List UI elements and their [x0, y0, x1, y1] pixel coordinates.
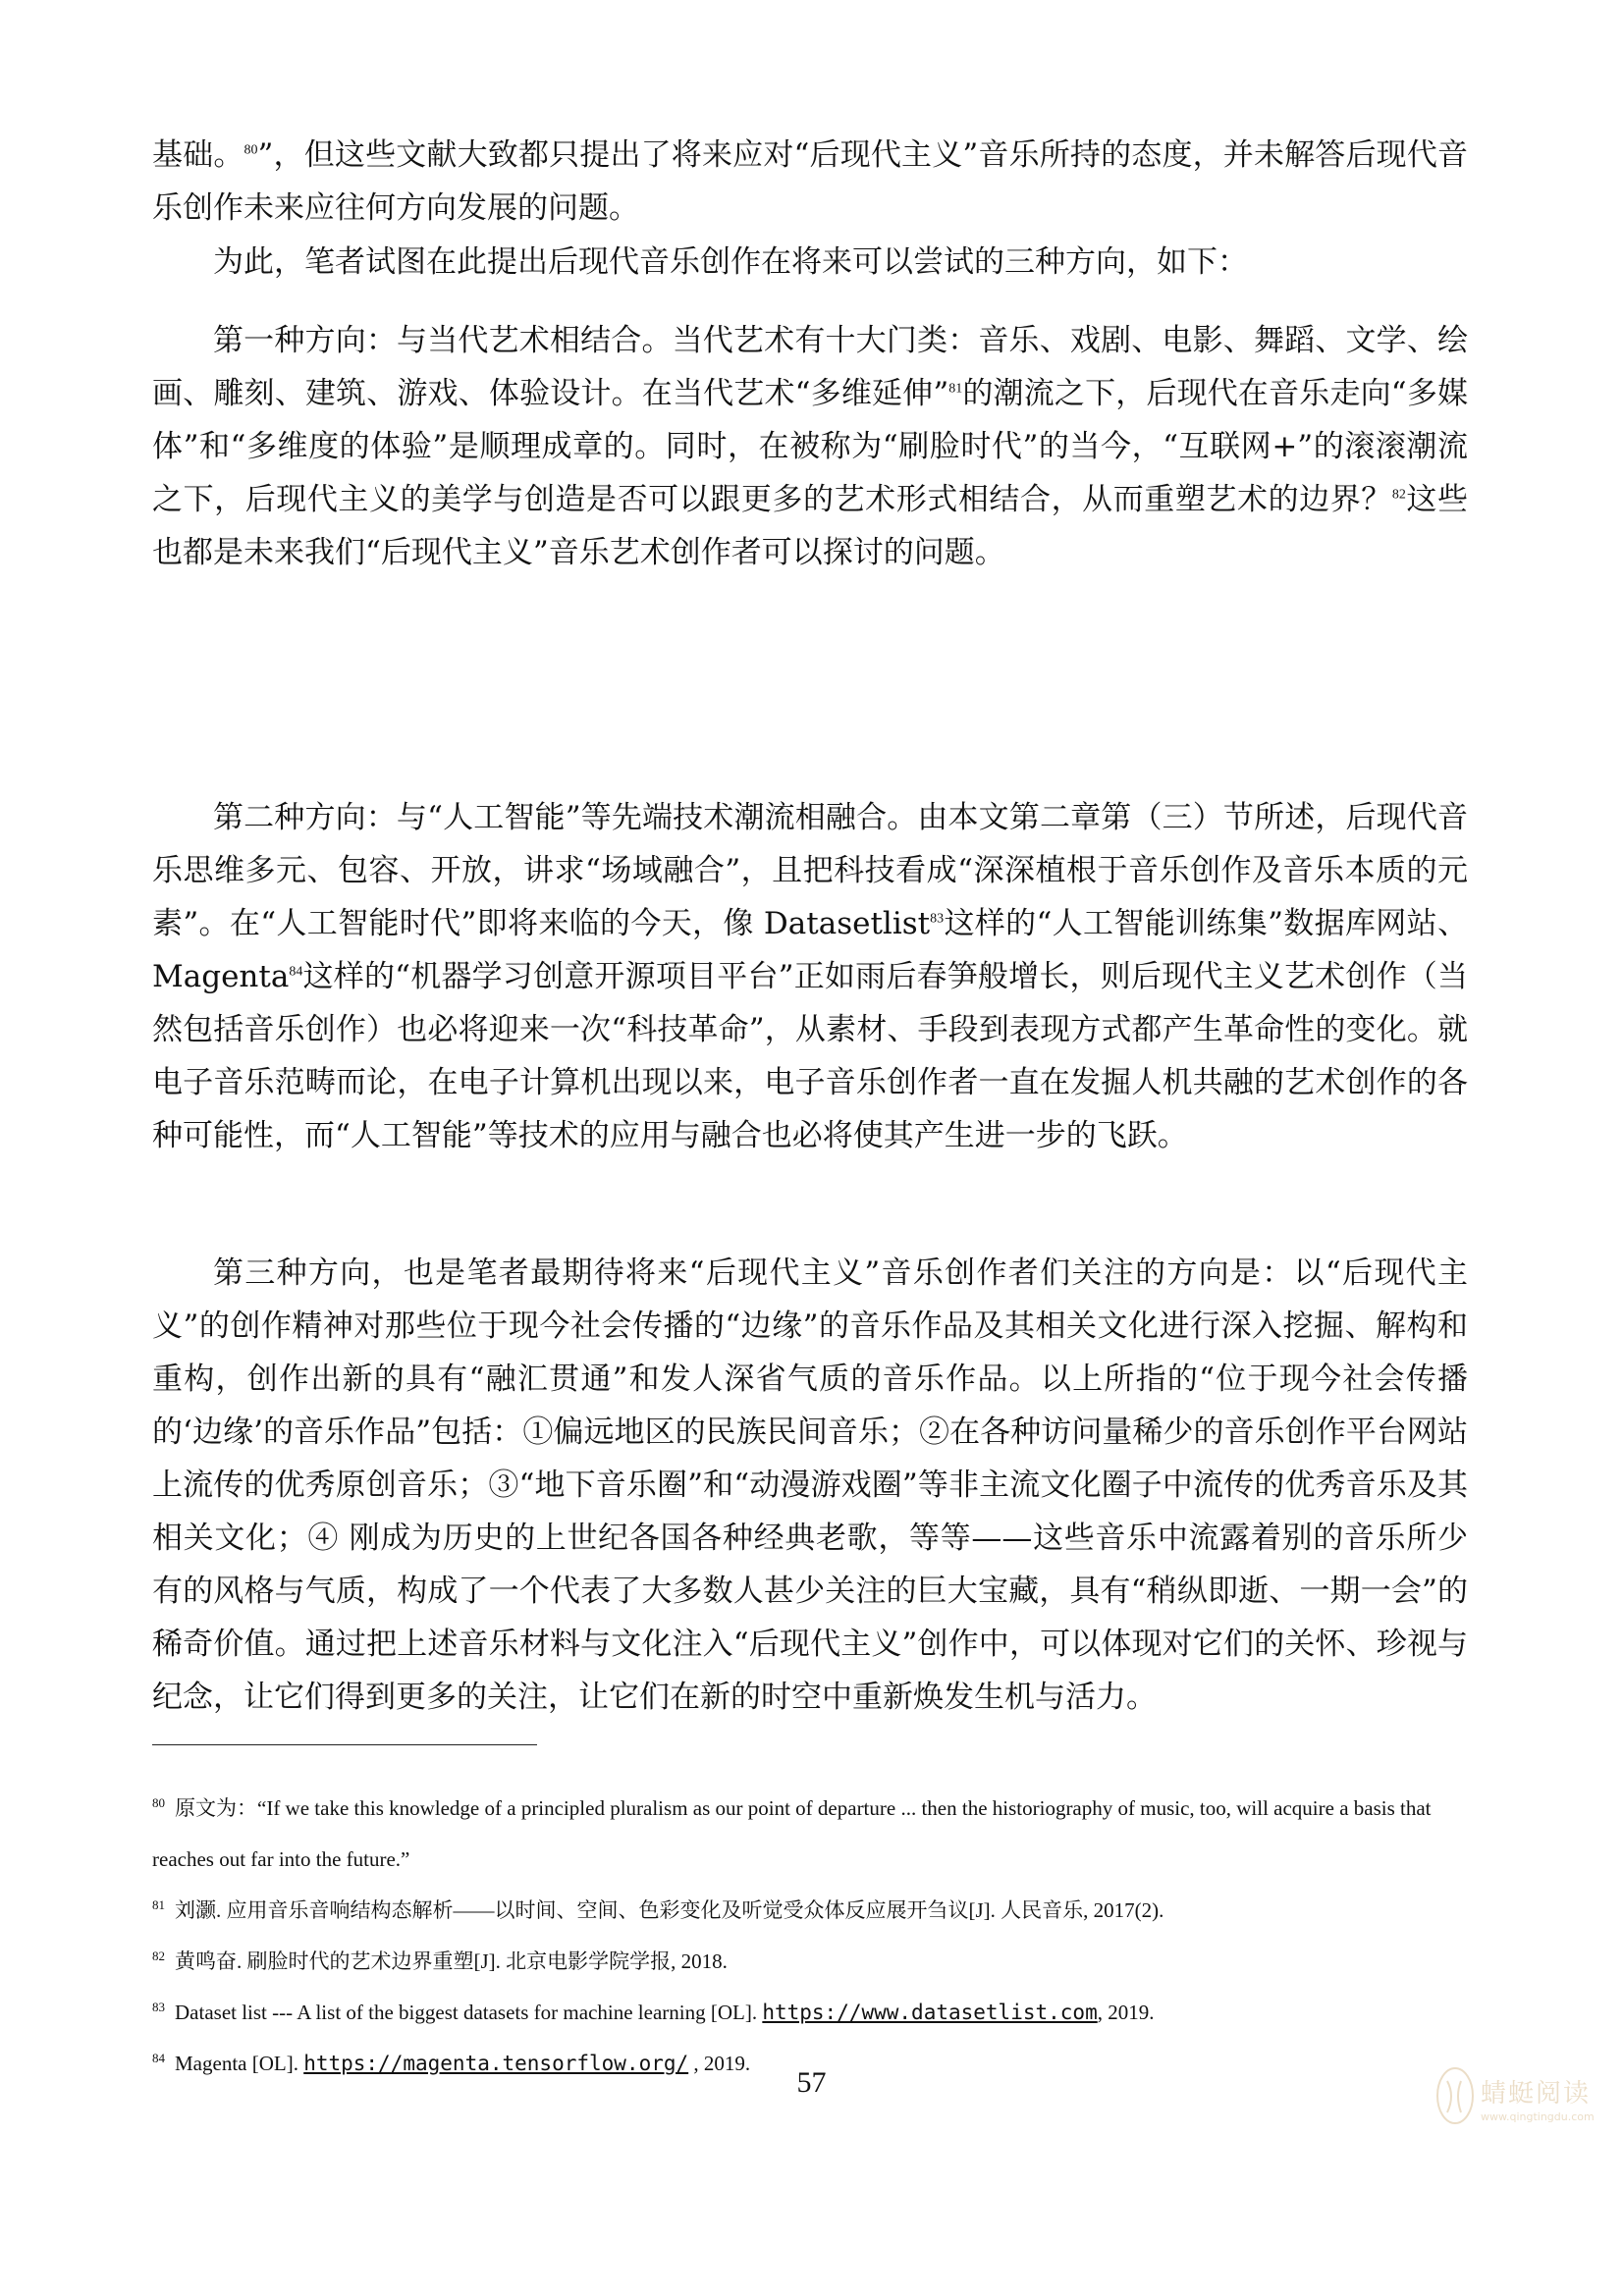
footnote-ref-84[interactable]: 84: [289, 964, 303, 980]
footnote-84: $^{84}$ Magenta [OL]. https://magenta.tensorflow.org/ , 2019.: [152, 2051, 751, 2075]
magenta-link[interactable]: https://magenta.tensorflow.org/: [303, 2052, 689, 2075]
watermark-url: www.qingtingdu.com: [1481, 2110, 1595, 2123]
paragraph-4: 第二种方向：与“人工智能”等先端技术潮流相融合。由本文第二章第（三）节所述，后现代音乐思维多元、包容、开放，讲求“场域融合”，且把科技看成“深深植根于音乐创作及音乐本质的元素”。在“人工智能时代”即将来临的今天，像 Datasetlist$^{83}$这样的“人工智能训练集”数据库网站、Magenta$^{84}$这样的“机器学习创意开源项目平台”正如雨后春笋般增长，则后现代主义艺术创作（当然包括音乐创作）也必将迎来一次“科技革命”，从素材、手段到表现方式都产生革命性的变化。就电子音乐范畴而论，在电子计算机出现以来，电子音乐创作者一直在发掘人机共融的艺术创作的各种可能性，而“人工智能”等技术的应用与融合也必将使其产生进一步的飞跃。: [152, 800, 1468, 1153]
watermark-logo-icon: [1434, 2061, 1477, 2130]
footnote-ref-80[interactable]: 80: [243, 142, 258, 158]
footnote-80: $^{80}$ 原文为：“If we take this knowledge of a principled pluralism as our point of departure ... then the historiography of music, too, will acquire a basis that reaches out far into the future.”: [152, 1795, 1432, 1871]
footnote-81: $^{81}$ 刘灏. 应用音乐音响结构态解析——以时间、空间、色彩变化及听觉受众体反应展开刍议[J]. 人民音乐, 2017(2).: [152, 1897, 1164, 1922]
watermark: [1434, 2061, 1595, 2140]
paragraph-3: 第一种方向：与当代艺术相结合。当代艺术有十大门类：音乐、戏剧、电影、舞蹈、文学、绘画、雕刻、建筑、游戏、体验设计。在当代艺术“多维延伸”$^{81}$的潮流之下，后现代在音乐走向“多媒体”和“多维度的体验”是顺理成章的。同时，在被称为“刷脸时代”的当今，“互联网+”的滚滚潮流之下，后现代主义的美学与创造是否可以跟更多的艺术形式相结合，从而重塑艺术的边界？$^{82}$这些也都是未来我们“后现代主义”音乐艺术创作者可以探讨的问题。: [152, 323, 1469, 570]
paragraph-5: 第三种方向，也是笔者最期待将来“后现代主义”音乐创作者们关注的方向是：以“后现代主义”的创作精神对那些位于现今社会传播的“边缘”的音乐作品及其相关文化进行深入挖掘、解构和重构，创作出新的具有“融汇贯通”和发人深省气质的音乐作品。以上所指的“位于现今社会传播的‘边缘’的音乐作品”包括：①偏远地区的民族民间音乐；②在各种访问量稀少的音乐创作平台网站上流传的优秀原创音乐；③“地下音乐圈”和“动漫游戏圈”等非主流文化圈子中流传的优秀音乐及其相关文化；④ 刚成为历史的上世纪各国各种经典老歌，等等——这些音乐中流露着别的音乐所少有的风格与气质，构成了一个代表了大多数人甚少关注的巨大宝藏，具有“稍纵即逝、一期一会”的稀奇价值。通过把上述音乐材料与文化注入“后现代主义”创作中，可以体现对它们的关怀、珍视与纪念，让它们得到更多的关注，让它们在新的时空中重新焕发生机与活力。: [152, 1255, 1468, 1715]
paragraph-1: 基础。$^{80}$”，但这些文献大致都只提出了将来应对“后现代主义”音乐所持的态度，并未解答后现代音乐创作未来应往何方向发展的问题。: [152, 137, 1469, 226]
watermark-title: 蜻蜓阅读: [1481, 2079, 1592, 2109]
footnote-divider: [152, 1744, 537, 1745]
footnote-82: $^{82}$ 黄鸣奋. 刷脸时代的艺术边界重塑[J]. 北京电影学院学报, 2018.: [152, 1949, 728, 1973]
footnote-ref-81[interactable]: 81: [948, 381, 963, 397]
footnote-ref-82[interactable]: 82: [1391, 487, 1406, 503]
page-number: 57: [796, 2066, 827, 2099]
datasetlist-link[interactable]: https://www.datasetlist.com: [762, 2001, 1098, 2024]
paragraph-2: 为此，笔者试图在此提出后现代音乐创作在将来可以尝试的三种方向，如下：: [213, 244, 1248, 280]
footnote-ref-83[interactable]: 83: [930, 911, 945, 927]
footnote-83: $^{83}$ Dataset list --- A list of the biggest datasets for machine learning [OL]. https://www.datasetlist.com, 2019.: [152, 2000, 1155, 2024]
